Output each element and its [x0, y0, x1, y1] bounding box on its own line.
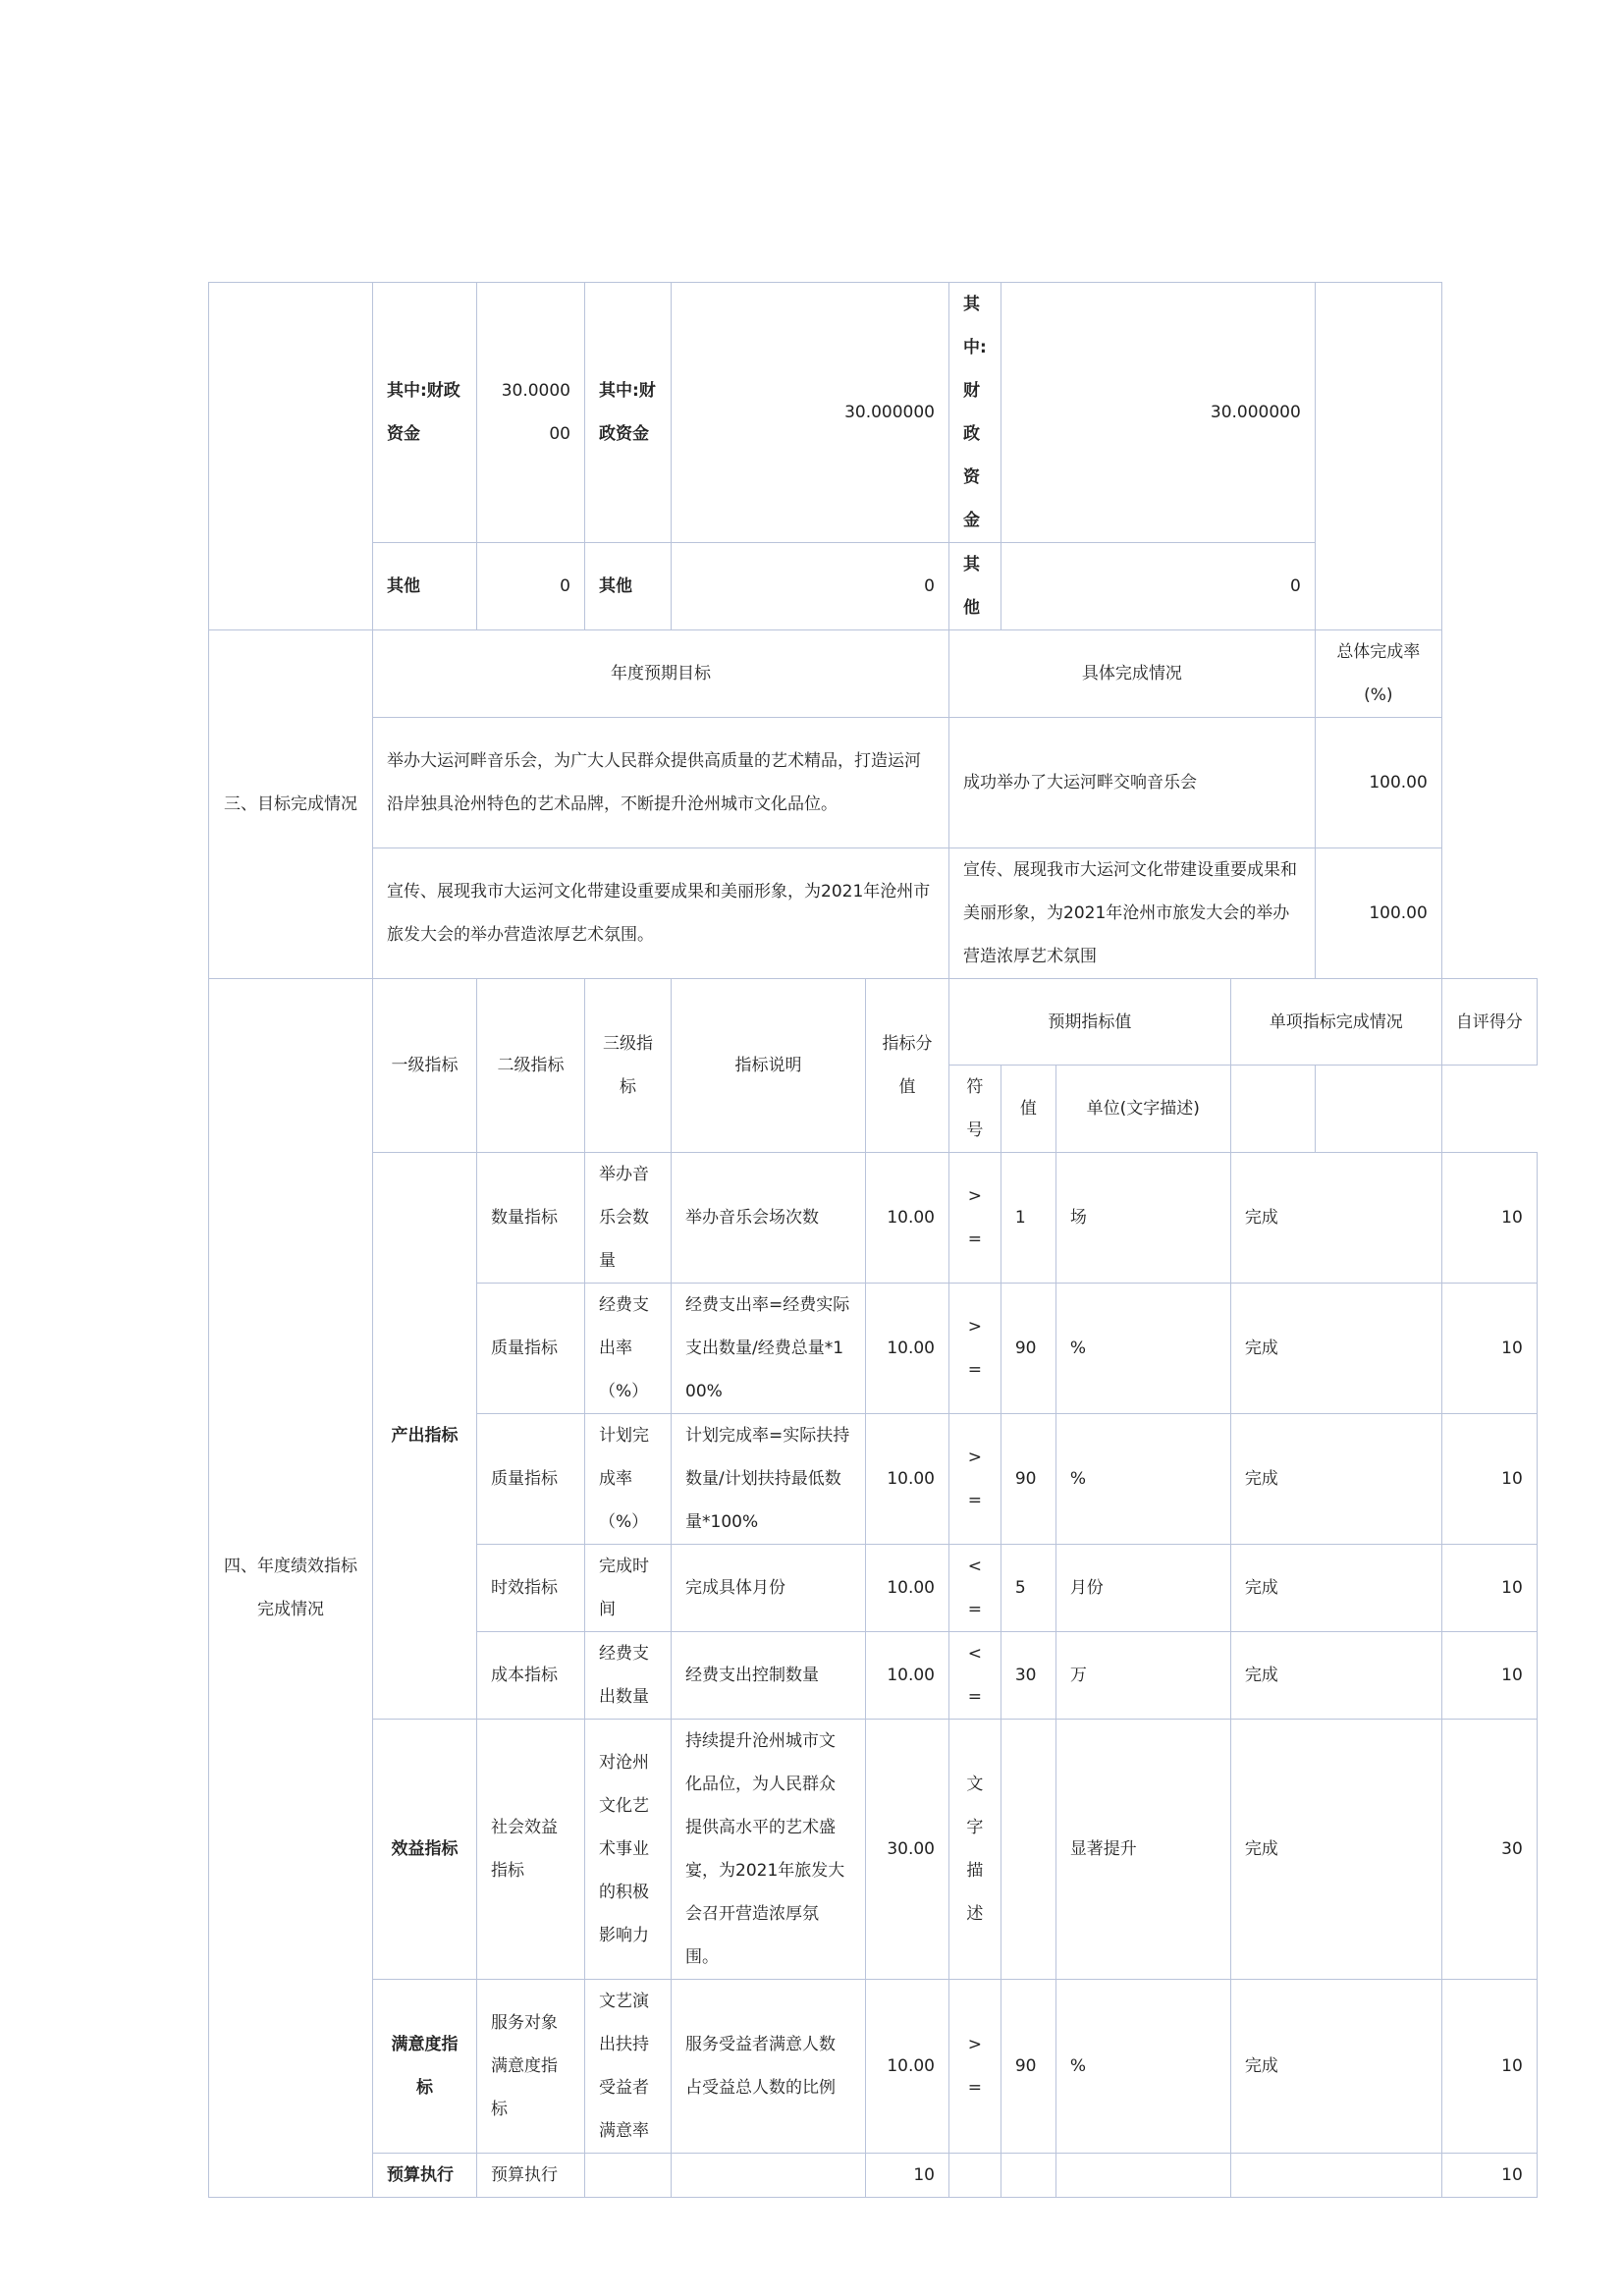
header-single-status: 单项指标完成情况 [1230, 979, 1441, 1066]
funds-other-label-3: 其他 [949, 543, 1001, 630]
performance-table [208, 282, 1538, 2198]
header-desc: 指标说明 [672, 979, 866, 1153]
row-desc: 经费支出控制数量 [672, 1632, 866, 1720]
row-unit [1055, 2154, 1230, 2198]
row-desc: 举办音乐会场次数 [672, 1153, 866, 1284]
row-self: 10 [1441, 1284, 1537, 1414]
row-value [1001, 2154, 1055, 2198]
row-self: 10 [1441, 1545, 1537, 1632]
goal-completion: 成功举办了大运河畔交响音乐会 [949, 718, 1316, 848]
row-desc: 持续提升沧州城市文化品位，为人民群众提供高水平的艺术盛宴，为2021年旅发大会召开营造浓厚氛围。 [672, 1720, 866, 1980]
performance-table-sheet [208, 282, 1538, 2198]
row-unit: % [1055, 1284, 1230, 1414]
indicators-section-title: 四、年度绩效指标完成情况 [209, 979, 373, 2198]
goals-section-title: 三、目标完成情况 [209, 630, 373, 979]
goal-completion: 宣传、展现我市大运河文化带建设重要成果和美丽形象，为2021年沧州市旅发大会的举办营造浓厚艺术氛围 [949, 848, 1316, 979]
row-value: 1 [1001, 1153, 1055, 1284]
row-desc [672, 2154, 866, 2198]
row-level2: 质量指标 [477, 1284, 585, 1414]
row-level3: 计划完成率（%） [585, 1414, 672, 1545]
header-level1: 一级指标 [373, 979, 477, 1153]
row-unit: 显著提升 [1055, 1720, 1230, 1980]
row-score: 10.00 [866, 1632, 949, 1720]
row-level2: 服务对象满意度指标 [477, 1980, 585, 2154]
row-status [1230, 2154, 1441, 2198]
funds-label-1: 其中:财政资金 [373, 283, 477, 543]
row-symbol: >= [949, 1153, 1001, 1284]
funds-value-1: 30.000000 [477, 283, 585, 543]
indicator-row [209, 1720, 1538, 1980]
row-level2: 质量指标 [477, 1414, 585, 1545]
row-unit: 场 [1055, 1153, 1230, 1284]
row-symbol: >= [949, 1980, 1001, 2154]
goal-rate: 100.00 [1315, 718, 1441, 848]
funds-blank-right [1315, 283, 1441, 630]
row-level2: 成本指标 [477, 1632, 585, 1720]
row-level3: 举办音乐会数量 [585, 1153, 672, 1284]
header-empty [1315, 1066, 1441, 1153]
funds-row [209, 283, 1538, 543]
funds-other-value-3: 0 [1001, 543, 1315, 630]
row-status: 完成 [1230, 1632, 1441, 1720]
funds-value-3: 30.000000 [1001, 283, 1315, 543]
goals-col-rate: 总体完成率(%) [1315, 630, 1441, 718]
row-level3: 经费支出率（%） [585, 1284, 672, 1414]
row-score: 10.00 [866, 1153, 949, 1284]
row-symbol: >= [949, 1284, 1001, 1414]
goals-col-goal: 年度预期目标 [373, 630, 949, 718]
row-value: 30 [1001, 1632, 1055, 1720]
row-self: 10 [1441, 1632, 1537, 1720]
goals-header-row [209, 630, 1538, 718]
goal-rate: 100.00 [1315, 848, 1441, 979]
header-expected: 预期指标值 [949, 979, 1231, 1066]
funds-other-value-1: 0 [477, 543, 585, 630]
row-desc: 完成具体月份 [672, 1545, 866, 1632]
header-level2: 二级指标 [477, 979, 585, 1153]
row-level3: 文艺演出扶持受益者满意率 [585, 1980, 672, 2154]
header-value: 值 [1001, 1066, 1055, 1153]
row-status: 完成 [1230, 1153, 1441, 1284]
row-unit: 月份 [1055, 1545, 1230, 1632]
header-self-score: 自评得分 [1441, 979, 1537, 1066]
row-level2: 预算执行 [477, 2154, 585, 2198]
indicator-header-row [209, 979, 1538, 1066]
funds-other-label-1: 其他 [373, 543, 477, 630]
row-self: 30 [1441, 1720, 1537, 1980]
funds-other-label-2: 其他 [585, 543, 672, 630]
row-status: 完成 [1230, 1284, 1441, 1414]
row-level3 [585, 2154, 672, 2198]
row-value: 90 [1001, 1284, 1055, 1414]
header-empty [1230, 1066, 1315, 1153]
goal-row [209, 848, 1538, 979]
row-symbol: <= [949, 1632, 1001, 1720]
row-value: 90 [1001, 1980, 1055, 2154]
row-status: 完成 [1230, 1720, 1441, 1980]
goal-text: 举办大运河畔音乐会，为广大人民群众提供高质量的艺术精品，打造运河沿岸独具沧州特色的艺术品牌，不断提升沧州城市文化品位。 [373, 718, 949, 848]
funds-value-2: 30.000000 [672, 283, 949, 543]
row-desc: 计划完成率=实际扶持数量/计划扶持最低数量*100% [672, 1414, 866, 1545]
funds-label-2: 其中:财政资金 [585, 283, 672, 543]
row-score: 10.00 [866, 1545, 949, 1632]
header-symbol: 符号 [949, 1066, 1001, 1153]
row-symbol: 文字描述 [949, 1720, 1001, 1980]
funds-blank-cell [209, 283, 373, 630]
row-symbol [949, 2154, 1001, 2198]
row-score: 10.00 [866, 1284, 949, 1414]
row-symbol: <= [949, 1545, 1001, 1632]
budget-label: 预算执行 [373, 2154, 477, 2198]
row-level2: 时效指标 [477, 1545, 585, 1632]
satisfaction-label: 满意度指标 [373, 1980, 477, 2154]
row-value: 90 [1001, 1414, 1055, 1545]
row-unit: % [1055, 1414, 1230, 1545]
row-level3: 完成时间 [585, 1545, 672, 1632]
row-status: 完成 [1230, 1414, 1441, 1545]
header-unit: 单位(文字描述) [1055, 1066, 1230, 1153]
row-self: 10 [1441, 1980, 1537, 2154]
funds-other-value-2: 0 [672, 543, 949, 630]
benefit-label: 效益指标 [373, 1720, 477, 1980]
row-self: 10 [1441, 1414, 1537, 1545]
row-desc: 经费支出率=经费实际支出数量/经费总量*100% [672, 1284, 866, 1414]
row-score: 10.00 [866, 1414, 949, 1545]
row-status: 完成 [1230, 1545, 1441, 1632]
funds-label-3: 其中:财政资金 [949, 283, 1001, 543]
row-unit: 万 [1055, 1632, 1230, 1720]
indicator-row [209, 2154, 1538, 2198]
header-score: 指标分值 [866, 979, 949, 1153]
row-desc: 服务受益者满意人数占受益总人数的比例 [672, 1980, 866, 2154]
row-level3: 经费支出数量 [585, 1632, 672, 1720]
goals-col-completion: 具体完成情况 [949, 630, 1316, 718]
row-value [1001, 1720, 1055, 1980]
indicator-row [209, 1980, 1538, 2154]
row-level2: 数量指标 [477, 1153, 585, 1284]
header-level3: 三级指标 [585, 979, 672, 1153]
output-label: 产出指标 [373, 1153, 477, 1720]
row-self: 10 [1441, 2154, 1537, 2198]
row-level2: 社会效益指标 [477, 1720, 585, 1980]
row-symbol: >= [949, 1414, 1001, 1545]
row-score: 30.00 [866, 1720, 949, 1980]
row-unit: % [1055, 1980, 1230, 2154]
row-level3: 对沧州文化艺术事业的积极影响力 [585, 1720, 672, 1980]
indicator-row [209, 1153, 1538, 1284]
goal-row [209, 718, 1538, 848]
row-score: 10.00 [866, 1980, 949, 2154]
row-value: 5 [1001, 1545, 1055, 1632]
row-self: 10 [1441, 1153, 1537, 1284]
row-status: 完成 [1230, 1980, 1441, 2154]
row-score: 10 [866, 2154, 949, 2198]
goal-text: 宣传、展现我市大运河文化带建设重要成果和美丽形象，为2021年沧州市旅发大会的举办营造浓厚艺术氛围。 [373, 848, 949, 979]
